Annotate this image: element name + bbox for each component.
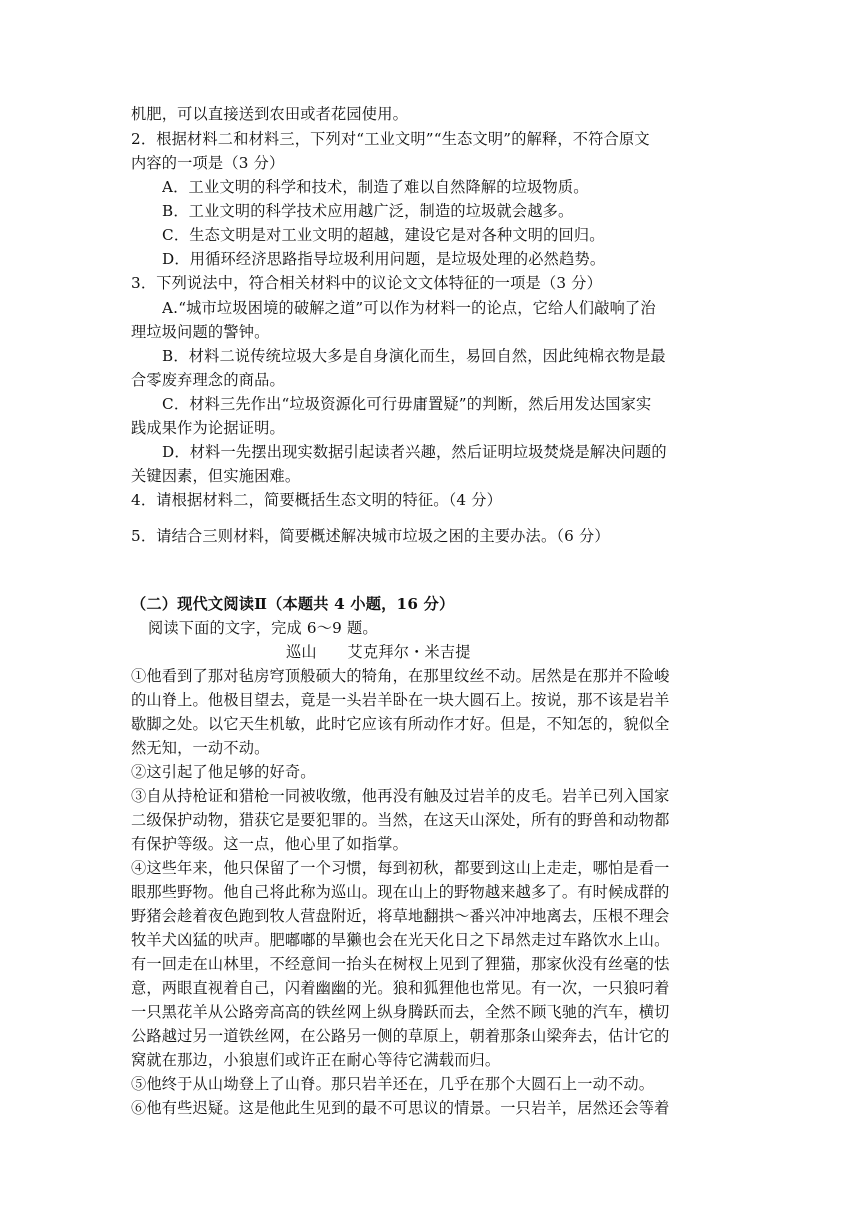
question-3-option-c-cont: 践成果作为论据证明。 xyxy=(131,419,285,437)
paragraph-line: 的山脊上。他极目望去，竟是一头岩羊卧在一块大圆石上。按说，那不该是岩羊 xyxy=(131,691,670,709)
question-3-option-c: C．材料三先作出“垃圾资源化可行毋庸置疑”的判断，然后用发达国家实 xyxy=(162,395,652,413)
paragraph-line: 眼那些野物。他自己将此称为巡山。现在山上的野物越来越多了。有时候成群的 xyxy=(131,883,670,901)
question-3-option-b: B．材料二说传统垃圾大多是自身演化而生，易回自然，因此纯棉衣物是最 xyxy=(162,347,666,365)
question-3-option-b-cont: 合零废弃理念的商品。 xyxy=(131,371,285,389)
question-2-stem: 2．根据材料二和材料三，下列对“工业文明”“生态文明”的解释，不符合原文 xyxy=(131,130,650,148)
question-2-option-b: B．工业文明的科学技术应用越广泛，制造的垃圾就会越多。 xyxy=(162,202,574,220)
paragraph-line: ③自从持枪证和猎枪一同被收缴，他再没有触及过岩羊的皮毛。岩羊已列入国家 xyxy=(131,787,670,805)
paragraph-line: ①他看到了那对毡房穹顶般硕大的犄角，在那里纹丝不动。居然是在那并不险峻 xyxy=(131,667,670,685)
question-2-stem-cont: 内容的一项是（3 分） xyxy=(131,154,285,172)
article-title: 巡山 艾克拜尔・米吉提 xyxy=(286,643,471,661)
question-2-option-a: A．工业文明的科学和技术，制造了难以自然降解的垃圾物质。 xyxy=(162,178,589,196)
section-heading: （二）现代文阅读Ⅱ（本题共 4 小题，16 分） xyxy=(131,595,455,613)
question-3-option-a: A.“城市垃圾困境的破解之道”可以作为材料一的论点，它给人们敲响了治 xyxy=(162,299,656,317)
paragraph-line: 歇脚之处。以它天生机敏，此时它应该有所动作才好。但是，不知怎的，貌似全 xyxy=(131,715,670,733)
question-3-option-d: D．材料一先摆出现实数据引起读者兴趣，然后证明垃圾焚烧是解决问题的 xyxy=(162,443,667,461)
question-3-option-a-cont: 理垃圾问题的警钟。 xyxy=(131,323,270,341)
paragraph-line: 有保护等级。这一点，他心里了如指掌。 xyxy=(131,835,408,853)
text-line: 机肥，可以直接送到农田或者花园使用。 xyxy=(131,105,408,123)
paragraph-line: 牧羊犬凶猛的吠声。肥嘟嘟的旱獭也会在光天化日之下昂然走过车路饮水上山。 xyxy=(131,931,670,949)
paragraph-line: 窝就在那边，小狼崽们或许正在耐心等待它满载而归。 xyxy=(131,1051,501,1069)
paragraph-line: 有一回走在山林里，不经意间一抬头在树杈上见到了狸猫，那家伙没有丝毫的怯 xyxy=(131,955,670,973)
paragraph-line: ②这引起了他足够的好奇。 xyxy=(131,763,316,781)
paragraph-line: 野猪会趁着夜色跑到牧人营盘附近，将草地翻拱～番兴冲冲地离去，压根不理会 xyxy=(131,907,670,925)
reading-instruction: 阅读下面的文字，完成 6～9 题。 xyxy=(148,619,378,637)
paragraph-line: 公路越过另一道铁丝网，在公路另一侧的草原上，朝着那条山梁奔去，估计它的 xyxy=(131,1027,670,1045)
question-5: 5．请结合三则材料，简要概述解决城市垃圾之困的主要办法。（6 分） xyxy=(131,527,610,545)
question-2-option-c: C．生态文明是对工业文明的超越，建设它是对各种文明的回归。 xyxy=(162,226,605,244)
paragraph-line: ⑥他有些迟疑。这是他此生见到的最不可思议的情景。一只岩羊，居然还会等着 xyxy=(131,1099,670,1117)
question-3-stem: 3．下列说法中，符合相关材料中的议论文文体特征的一项是（3 分） xyxy=(131,274,602,292)
question-2-option-d: D．用循环经济思路指导垃圾利用问题，是垃圾处理的必然趋势。 xyxy=(162,250,606,268)
paragraph-line: 然无知，一动不动。 xyxy=(131,739,270,757)
paragraph-line: 意，两眼直视着自己，闪着幽幽的光。狼和狐狸他也常见。有一次，一只狼叼着 xyxy=(131,979,670,997)
paragraph-line: 一只黑花羊从公路旁高高的铁丝网上纵身腾跃而去，全然不顾飞驰的汽车，横切 xyxy=(131,1003,670,1021)
paragraph-line: ⑤他终于从山坳登上了山脊。那只岩羊还在，几乎在那个大圆石上一动不动。 xyxy=(131,1075,655,1093)
question-4: 4．请根据材料二，简要概括生态文明的特征。（4 分） xyxy=(131,491,503,509)
paragraph-line: ④这些年来，他只保留了一个习惯，每到初秋，都要到这山上走走，哪怕是看一 xyxy=(131,859,670,877)
paragraph-line: 二级保护动物，猎获它是要犯罪的。当然，在这天山深处，所有的野兽和动物都 xyxy=(131,811,670,829)
question-3-option-d-cont: 关键因素，但实施困难。 xyxy=(131,467,301,485)
